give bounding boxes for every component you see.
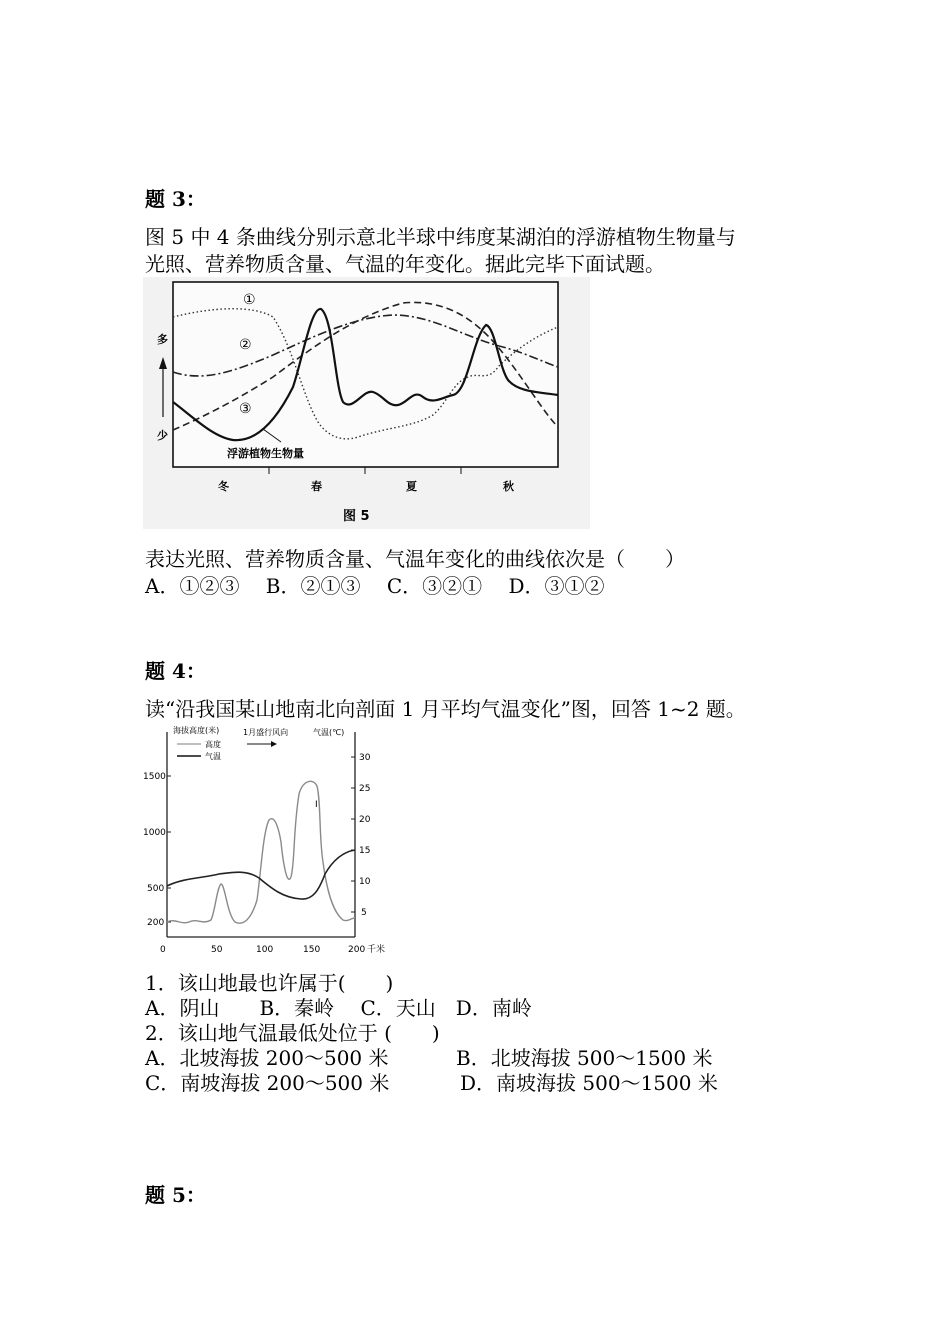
q3-question: 表达光照、营养物质含量、气温年变化的曲线依次是（ ） [145,547,685,571]
y-left-tick-1500: 1500 [143,772,166,782]
q4-sub1: 1．该山地最也许属于( ) [145,971,394,995]
y-left-tick-200: 200 [147,918,165,928]
profile-chart [143,722,388,960]
q3-intro-line1: 图 5 中 4 条曲线分别示意北半球中纬度某湖泊的浮游植物生物量与 [145,225,736,249]
q4-sub2-option-c: C．南坡海拔 200～500 米 [145,1071,390,1095]
q3-figure [143,277,590,529]
q4-heading: 题 4： [145,659,206,683]
y-right-tick-5: 5 [361,908,367,918]
y-left-title: 海拔高度(米) [173,726,220,735]
q4-sub2-option-a: A．北坡海拔 200～500 米 [145,1046,389,1070]
x-tick-150: 150 [303,945,321,955]
legend-height: 高度 [205,740,221,749]
q4-sub1-options: A．阴山 B．秦岭 C．天山 D．南岭 [145,996,532,1020]
q4-figure [143,722,388,960]
y-right-tick-25: 25 [359,784,371,794]
legend-temp: 气温 [205,752,221,761]
label-1: ① [243,292,256,308]
season-summer: 夏 [406,480,417,493]
y-left-tick-1000: 1000 [143,828,166,838]
season-autumn: 秋 [503,480,514,493]
label-2: ② [239,337,252,353]
mark-I: I [315,800,318,810]
q4-sub2-option-d: D．南坡海拔 500～1500 米 [460,1071,718,1095]
y-left-tick-500: 500 [147,884,165,894]
x-unit: 千米 [367,945,386,955]
x-tick-100: 100 [256,945,274,955]
y-right-tick-20: 20 [359,815,371,825]
label-plankton: 浮游植物生物量 [227,447,304,460]
y-right-tick-10: 10 [359,877,371,887]
label-3: ③ [239,401,252,417]
x-tick-200: 200 [348,945,366,955]
q3-heading: 题 3： [145,187,206,211]
q4-sub2-option-b: B．北坡海拔 500～1500 米 [456,1046,713,1070]
season-winter: 冬 [218,480,229,493]
y-right-title: 气温(℃) [313,728,345,737]
y-label-less: 少 [157,429,168,442]
x-tick-0: 0 [160,945,166,955]
y-label-more: 多 [157,333,168,346]
wind-label: 1月盛行风向 [243,728,289,737]
season-spring: 春 [311,480,322,493]
figure-5-chart [143,277,590,529]
q4-intro: 读“沿我国某山地南北向剖面 1 月平均气温变化”图，回答 1~2 题。 [145,697,746,721]
figure-caption: 图 5 [343,509,370,524]
q3-intro-line2: 光照、营养物质含量、气温的年变化。据此完毕下面试题。 [145,252,665,276]
y-right-tick-15: 15 [359,846,371,856]
y-right-tick-30: 30 [359,753,371,763]
q5-heading: 题 5： [145,1183,206,1207]
q3-options: A．①②③ B．②①③ C．③②① D．③①② [145,574,605,598]
q4-sub2: 2．该山地气温最低处位于 ( ) [145,1021,440,1045]
x-tick-50: 50 [211,945,223,955]
